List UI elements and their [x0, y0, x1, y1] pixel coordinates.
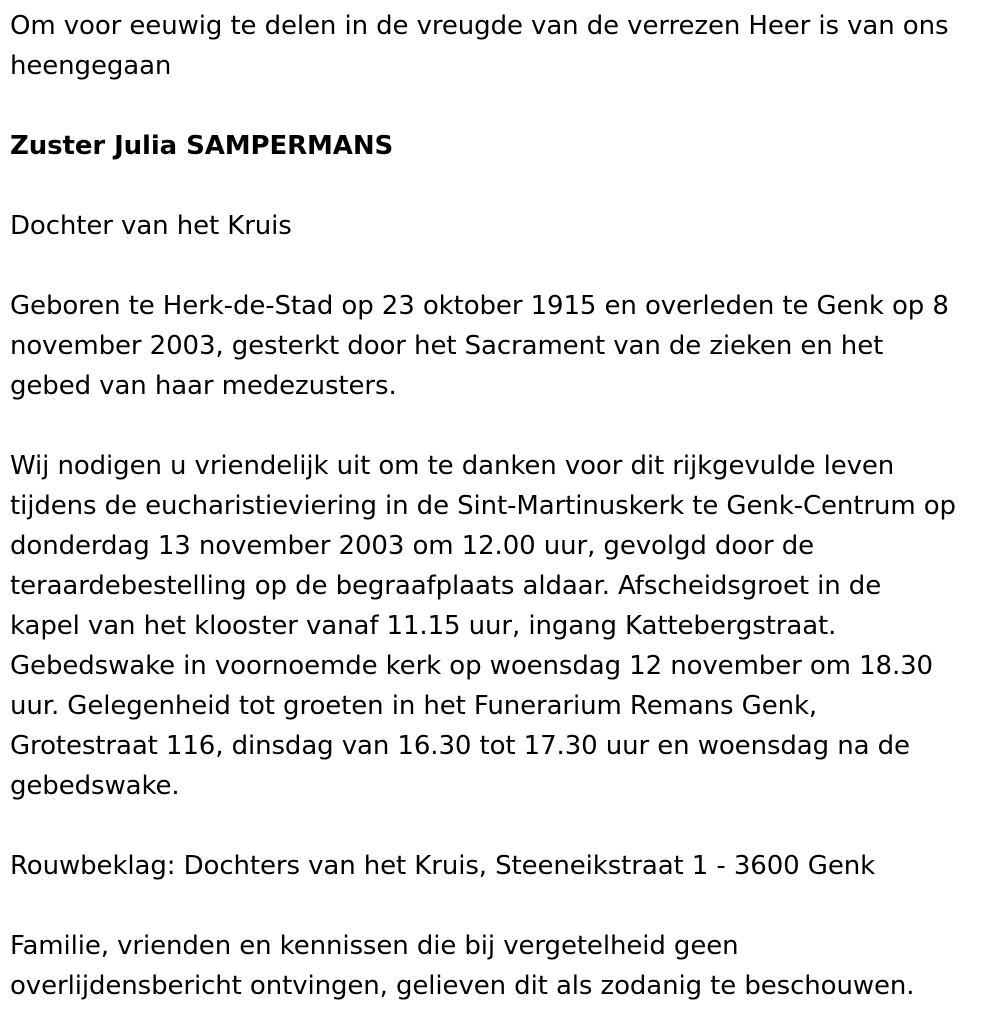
paragraph-spacer	[10, 86, 995, 126]
congregation-line: Dochter van het Kruis	[10, 211, 292, 241]
text-line: Geboren te Herk-de-Stad op 23 oktober 1915 en overleden te Genk op 8	[10, 291, 949, 321]
paragraph-spacer	[10, 406, 995, 446]
intro-line: heengegaan	[10, 51, 172, 81]
text-line: gebed van haar medezusters.	[10, 371, 397, 401]
death-notice	[10, 6, 995, 1006]
text-line: Familie, vrienden en kennissen die bij vergetelheid geen	[10, 931, 739, 961]
text-line: uur. Gelegenheid tot groeten in het Funerarium Remans Genk,	[10, 691, 818, 721]
text-line: tijdens de eucharistieviering in de Sint-Martinuskerk te Genk-Centrum op	[10, 491, 956, 521]
paragraph-spacer	[10, 166, 995, 206]
text-line: Grotestraat 116, dinsdag van 16.30 tot 17.30 uur en woensdag na de	[10, 731, 910, 761]
text-line: kapel van het klooster vanaf 11.15 uur, ingang Kattebergstraat.	[10, 611, 837, 641]
birth-death-paragraph	[10, 286, 995, 406]
mourning-address: Rouwbeklag: Dochters van het Kruis, Steeneikstraat 1 - 3600 Genk	[10, 851, 876, 881]
paragraph-spacer	[10, 246, 995, 286]
text-line: gebedswake.	[10, 771, 180, 801]
text-line: Wij nodigen u vriendelijk uit om te danken voor dit rijkgevulde leven	[10, 451, 895, 481]
paragraph-spacer	[10, 886, 995, 926]
text-line: Gebedswake in voornoemde kerk op woensdag 12 november om 18.30	[10, 651, 933, 681]
paragraph-spacer	[10, 806, 995, 846]
text-line: overlijdensbericht ontvingen, gelieven dit als zodanig te beschouwen.	[10, 971, 915, 1001]
deceased-name: Zuster Julia SAMPERMANS	[10, 131, 394, 161]
text-line: teraardebestelling op de begraafplaats aldaar. Afscheidsgroet in de	[10, 571, 882, 601]
closing-paragraph	[10, 926, 995, 1006]
intro-line: Om voor eeuwig te delen in de vreugde van de verrezen Heer is van ons	[10, 11, 949, 41]
text-line: donderdag 13 november 2003 om 12.00 uur, gevolgd door de	[10, 531, 814, 561]
text-line: november 2003, gesterkt door het Sacrament van de zieken en het	[10, 331, 884, 361]
invitation-paragraph	[10, 446, 995, 806]
